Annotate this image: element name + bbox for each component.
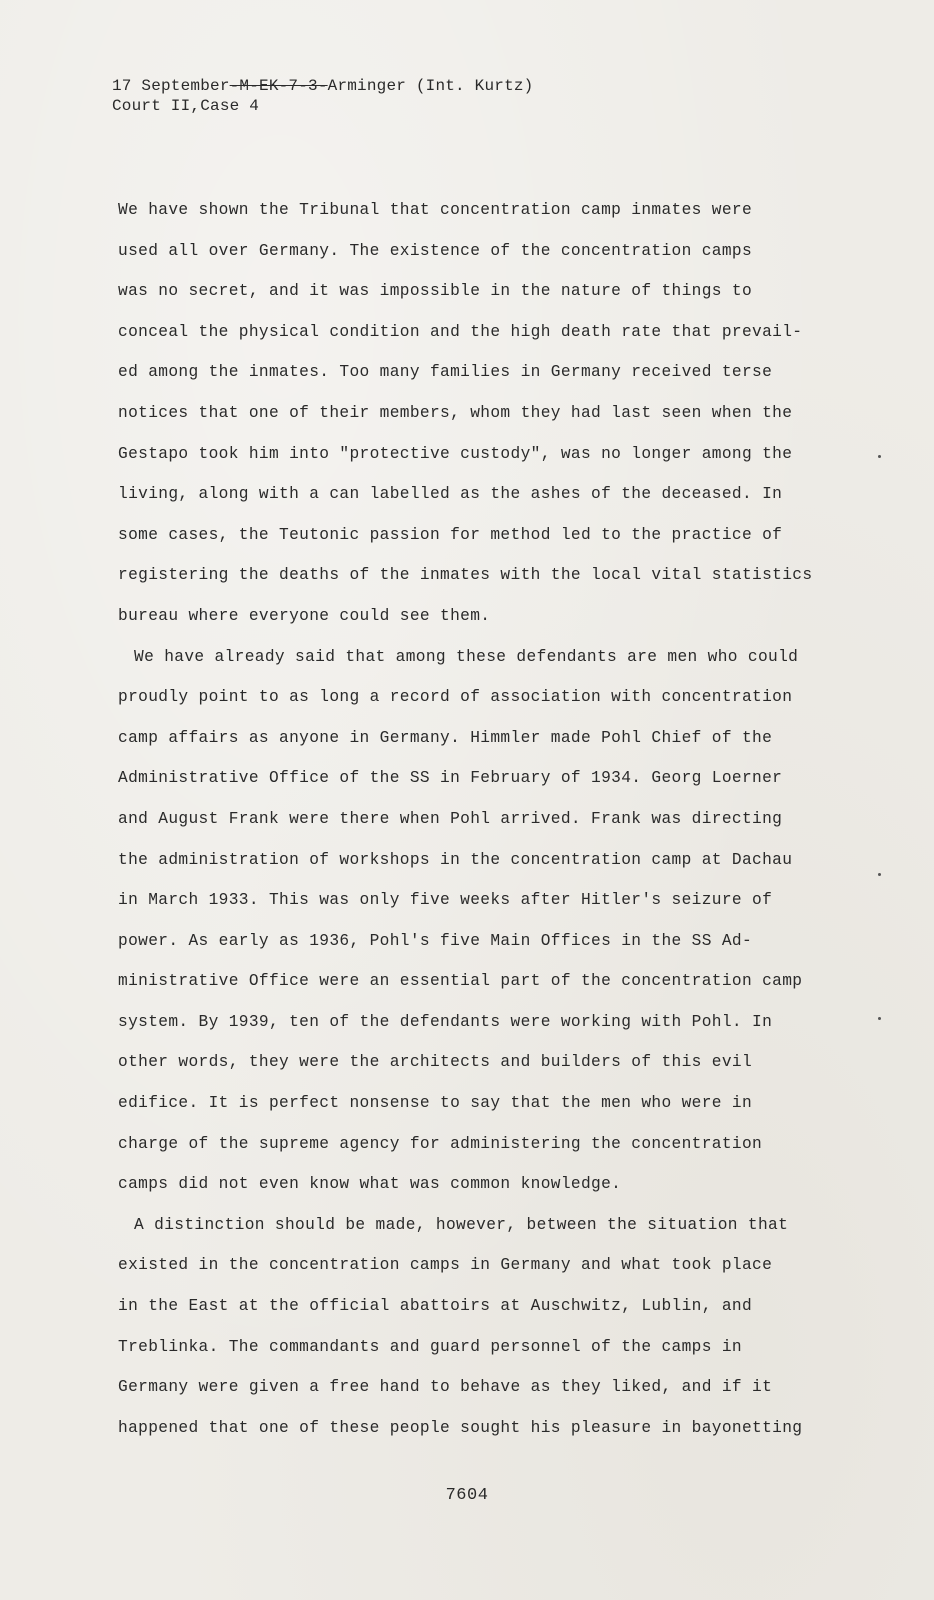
text-line: some cases, the Teutonic passion for method led to the practice of xyxy=(118,525,783,544)
header-speaker: Arminger (Int. Kurtz) xyxy=(327,77,534,95)
text-line: other words, they were the architects and builders of this evil xyxy=(118,1053,753,1072)
text-line: used all over Germany. The existence of the concentration camps xyxy=(118,241,753,260)
text-line: in March 1933. This was only five weeks after Hitler's seizure of xyxy=(118,891,773,910)
text-line: A distinction should be made, however, between the situation that xyxy=(134,1215,789,1234)
text-line: happened that one of these people sought his pleasure in bayonetting xyxy=(118,1418,803,1437)
text-line: edifice. It is perfect nonsense to say that the men who were in xyxy=(118,1094,753,1113)
transcript-body xyxy=(118,190,838,1448)
text-line: was no secret, and it was impossible in the nature of things to xyxy=(118,282,753,301)
text-line: power. As early as 1936, Pohl's five Main Offices in the SS Ad- xyxy=(118,931,753,950)
text-line: existed in the concentration camps in Germany and what took place xyxy=(118,1256,773,1275)
text-line: camp affairs as anyone in Germany. Himmler made Pohl Chief of the xyxy=(118,728,773,747)
text-line: We have already said that among these defendants are men who could xyxy=(134,647,799,666)
margin-mark xyxy=(878,1017,881,1020)
header-court-line: Court II,Case 4 xyxy=(112,97,260,115)
text-line: Gestapo took him into "protective custody", was no longer among the xyxy=(118,444,793,463)
header-struck-code: -M-EK-7-3- xyxy=(229,77,328,95)
text-line: camps did not even know what was common knowledge. xyxy=(118,1175,622,1194)
text-line: conceal the physical condition and the high death rate that prevail- xyxy=(118,322,803,341)
document-header xyxy=(112,76,712,116)
page-number: 7604 xyxy=(445,1486,489,1505)
text-line: We have shown the Tribunal that concentration camp inmates were xyxy=(118,201,753,219)
text-line: Germany were given a free hand to behave as they liked, and if it xyxy=(118,1378,773,1397)
text-line: bureau where everyone could see them. xyxy=(118,606,491,625)
text-line: proudly point to as long a record of association with concentration xyxy=(118,688,793,707)
text-line: and August Frank were there when Pohl arrived. Frank was directing xyxy=(118,809,783,828)
text-line: the administration of workshops in the concentration camp at Dachau xyxy=(118,850,793,869)
text-line: system. By 1939, ten of the defendants were working with Pohl. In xyxy=(118,1012,773,1031)
margin-mark xyxy=(878,455,881,458)
text-line: registering the deaths of the inmates with the local vital statistics xyxy=(118,566,813,585)
header-session-line xyxy=(112,76,712,96)
text-line: Treblinka. The commandants and guard personnel of the camps in xyxy=(118,1337,742,1356)
text-line: charge of the supreme agency for administering the concentration xyxy=(118,1134,763,1153)
text-line: Administrative Office of the SS in February of 1934. Georg Loerner xyxy=(118,769,783,788)
text-line: living, along with a can labelled as the ashes of the deceased. In xyxy=(118,485,783,504)
header-date: 17 September xyxy=(112,77,230,95)
text-line: notices that one of their members, whom they had last seen when the xyxy=(118,403,793,422)
text-line: ministrative Office were an essential part of the concentration camp xyxy=(118,972,803,991)
margin-mark xyxy=(878,873,881,876)
text-line: in the East at the official abattoirs at Auschwitz, Lublin, and xyxy=(118,1297,753,1316)
text-line: ed among the inmates. Too many families in Germany received terse xyxy=(118,363,773,382)
